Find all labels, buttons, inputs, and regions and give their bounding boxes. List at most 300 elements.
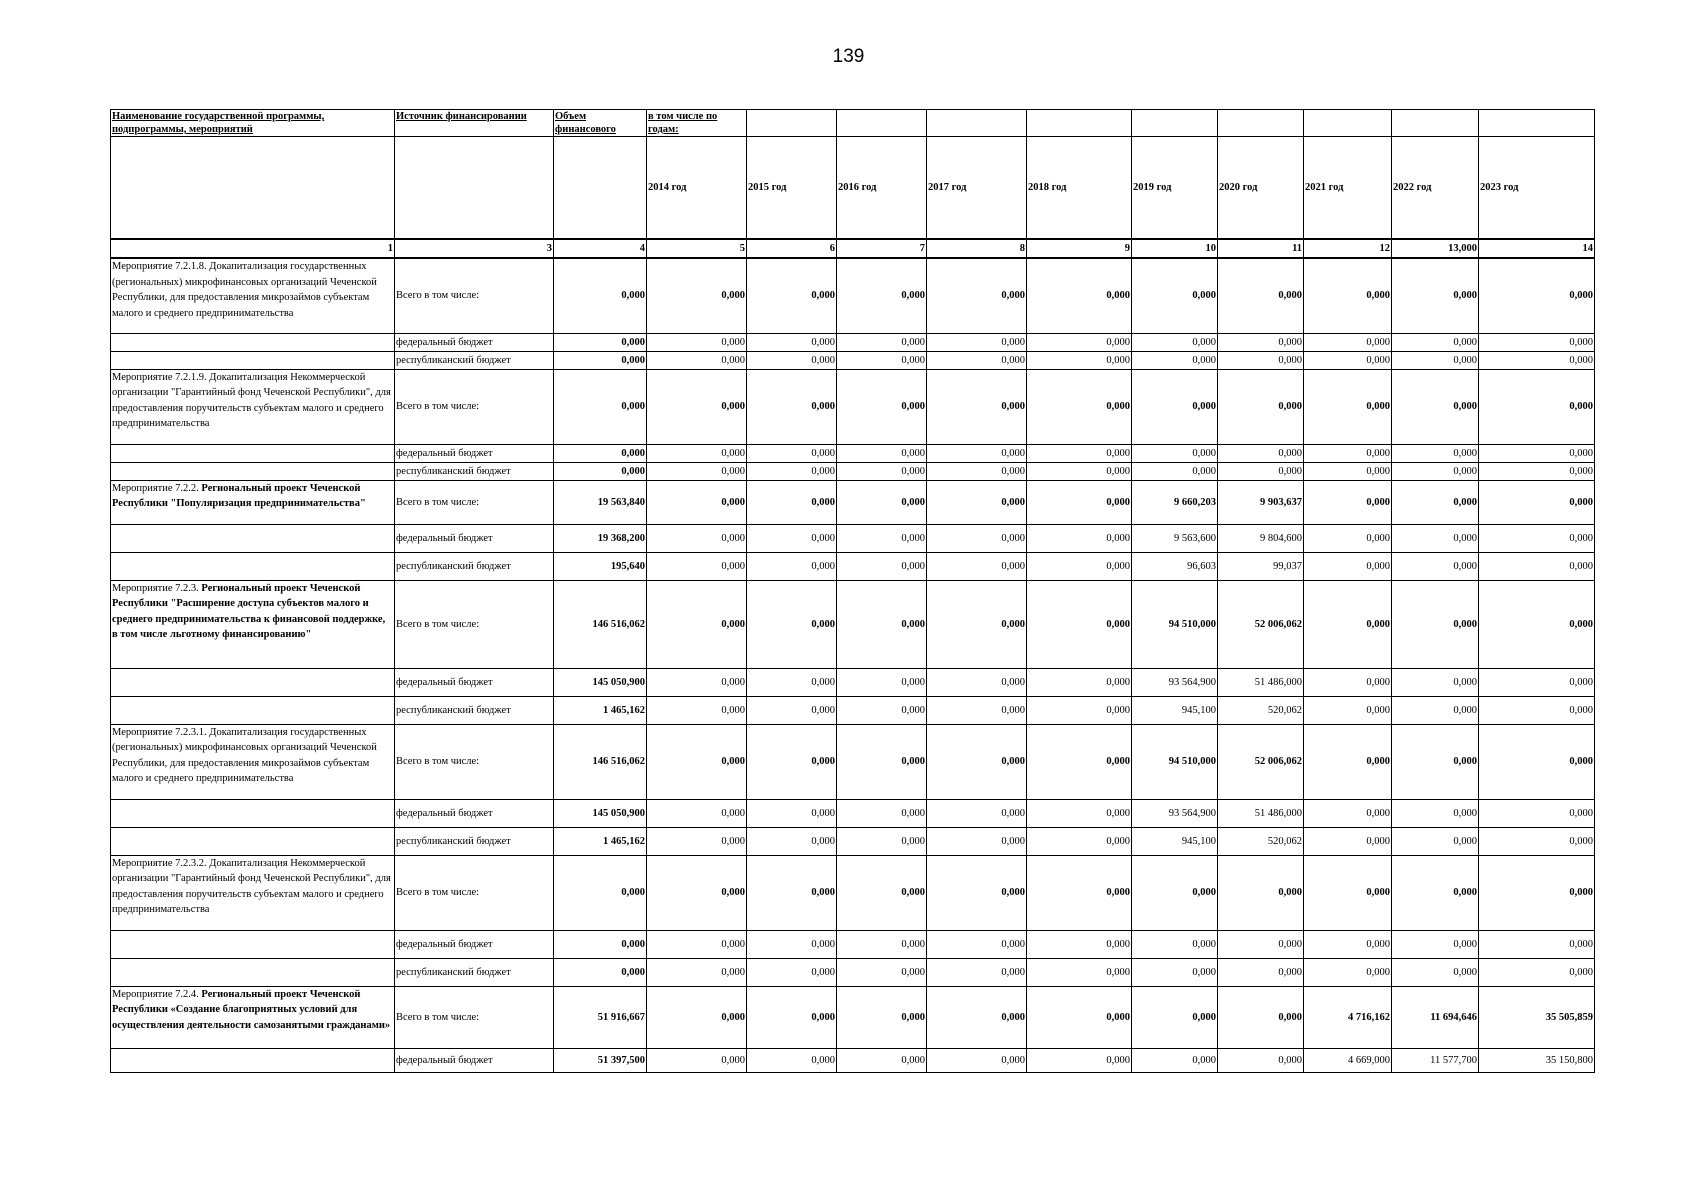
year-value: 0,000 bbox=[1304, 524, 1392, 552]
table-row bbox=[111, 724, 1595, 799]
table-row bbox=[111, 855, 1595, 930]
table-row bbox=[111, 369, 1595, 444]
year-value: 0,000 bbox=[927, 333, 1027, 351]
activity-name bbox=[111, 580, 395, 668]
year-value: 0,000 bbox=[1132, 1048, 1218, 1072]
funding-source: Всего в том числе: bbox=[395, 580, 554, 668]
funding-source: республиканский бюджет bbox=[395, 552, 554, 580]
activity-name bbox=[111, 799, 395, 827]
funding-source: федеральный бюджет bbox=[395, 1048, 554, 1072]
funding-source: федеральный бюджет bbox=[395, 333, 554, 351]
column-number: 6 bbox=[747, 239, 837, 258]
column-number: 11 bbox=[1218, 239, 1304, 258]
year-value: 0,000 bbox=[1479, 668, 1595, 696]
year-value: 0,000 bbox=[747, 1048, 837, 1072]
funding-source: Всего в том числе: bbox=[395, 369, 554, 444]
activity-name-bold: Региональный проект Чеченской Республики "Расширение доступа субъектов малого и среднего предпринимательства к финансовой поддержке, в том числе льготному финансированию" bbox=[112, 582, 386, 640]
total-volume: 146 516,062 bbox=[554, 724, 647, 799]
year-value: 0,000 bbox=[1304, 930, 1392, 958]
total-volume: 1 465,162 bbox=[554, 827, 647, 855]
header-name: Наименование государственной программы, подпрограммы, мероприятий bbox=[111, 110, 395, 137]
year-value: 0,000 bbox=[1304, 696, 1392, 724]
year-value: 0,000 bbox=[1392, 480, 1479, 524]
funding-source: республиканский бюджет bbox=[395, 827, 554, 855]
year-value: 51 486,000 bbox=[1218, 799, 1304, 827]
activity-name bbox=[111, 524, 395, 552]
year-value: 0,000 bbox=[1392, 258, 1479, 333]
year-value: 0,000 bbox=[1132, 462, 1218, 480]
year-value: 0,000 bbox=[747, 552, 837, 580]
year-value: 0,000 bbox=[837, 462, 927, 480]
year-value: 0,000 bbox=[1392, 827, 1479, 855]
table-row bbox=[111, 696, 1595, 724]
year-value: 0,000 bbox=[927, 799, 1027, 827]
year-value: 4 716,162 bbox=[1304, 986, 1392, 1048]
column-number: 8 bbox=[927, 239, 1027, 258]
year-value: 0,000 bbox=[927, 827, 1027, 855]
year-value: 0,000 bbox=[1027, 462, 1132, 480]
year-value: 93 564,900 bbox=[1132, 668, 1218, 696]
activity-name bbox=[111, 1048, 395, 1072]
activity-name bbox=[111, 930, 395, 958]
year-value: 520,062 bbox=[1218, 827, 1304, 855]
activity-name-text: Мероприятие 7.2.4. bbox=[112, 988, 202, 1000]
year-value: 0,000 bbox=[1304, 462, 1392, 480]
funding-source: федеральный бюджет bbox=[395, 799, 554, 827]
column-number: 10 bbox=[1132, 239, 1218, 258]
year-value: 96,603 bbox=[1132, 552, 1218, 580]
year-value: 0,000 bbox=[1392, 958, 1479, 986]
year-value: 0,000 bbox=[927, 462, 1027, 480]
year-value: 0,000 bbox=[747, 480, 837, 524]
total-volume: 0,000 bbox=[554, 369, 647, 444]
year-value: 0,000 bbox=[1132, 369, 1218, 444]
year-value: 0,000 bbox=[647, 258, 747, 333]
funding-source: Всего в том числе: bbox=[395, 724, 554, 799]
year-value: 11 694,646 bbox=[1392, 986, 1479, 1048]
year-value: 0,000 bbox=[1218, 1048, 1304, 1072]
year-value: 0,000 bbox=[1479, 444, 1595, 462]
year-header: 2017 год bbox=[927, 137, 1027, 240]
year-value: 0,000 bbox=[1218, 351, 1304, 369]
year-value: 0,000 bbox=[747, 668, 837, 696]
year-value: 0,000 bbox=[1132, 351, 1218, 369]
year-value: 0,000 bbox=[1218, 462, 1304, 480]
year-value: 0,000 bbox=[647, 799, 747, 827]
table-row bbox=[111, 258, 1595, 333]
year-value: 0,000 bbox=[927, 258, 1027, 333]
year-value: 0,000 bbox=[1218, 986, 1304, 1048]
year-value: 0,000 bbox=[1392, 724, 1479, 799]
year-value: 0,000 bbox=[1479, 696, 1595, 724]
table-row bbox=[111, 1048, 1595, 1072]
activity-name-text: Мероприятие 7.2.1.9. Докапитализация Некоммерческой организации "Гарантийный фонд Чеченской Республики", для предоставления поручительств субъектам малого и среднего предпринимательства bbox=[112, 371, 391, 429]
total-volume: 0,000 bbox=[554, 958, 647, 986]
year-value: 0,000 bbox=[1392, 580, 1479, 668]
year-value: 0,000 bbox=[927, 369, 1027, 444]
year-value: 0,000 bbox=[1027, 930, 1132, 958]
year-value: 0,000 bbox=[927, 930, 1027, 958]
year-value: 0,000 bbox=[1304, 799, 1392, 827]
year-value: 0,000 bbox=[1304, 724, 1392, 799]
year-value: 99,037 bbox=[1218, 552, 1304, 580]
year-value: 0,000 bbox=[647, 855, 747, 930]
year-value: 0,000 bbox=[1218, 258, 1304, 333]
year-value: 0,000 bbox=[647, 827, 747, 855]
funding-source: федеральный бюджет bbox=[395, 930, 554, 958]
year-value: 0,000 bbox=[927, 1048, 1027, 1072]
year-value: 0,000 bbox=[1027, 444, 1132, 462]
activity-name bbox=[111, 855, 395, 930]
year-value: 0,000 bbox=[747, 258, 837, 333]
funding-source: Всего в том числе: bbox=[395, 855, 554, 930]
year-value: 0,000 bbox=[747, 724, 837, 799]
total-volume: 0,000 bbox=[554, 462, 647, 480]
year-value: 0,000 bbox=[1027, 369, 1132, 444]
year-value: 0,000 bbox=[1392, 524, 1479, 552]
year-value: 0,000 bbox=[1132, 444, 1218, 462]
year-value: 0,000 bbox=[1479, 855, 1595, 930]
activity-name bbox=[111, 958, 395, 986]
column-number: 3 bbox=[395, 239, 554, 258]
year-value: 0,000 bbox=[747, 986, 837, 1048]
total-volume: 51 397,500 bbox=[554, 1048, 647, 1072]
year-value: 0,000 bbox=[1479, 799, 1595, 827]
table-row bbox=[111, 580, 1595, 668]
total-volume: 146 516,062 bbox=[554, 580, 647, 668]
activity-name bbox=[111, 668, 395, 696]
total-volume: 51 916,667 bbox=[554, 986, 647, 1048]
year-value: 0,000 bbox=[927, 351, 1027, 369]
year-value: 0,000 bbox=[927, 524, 1027, 552]
year-value: 93 564,900 bbox=[1132, 799, 1218, 827]
activity-name bbox=[111, 986, 395, 1048]
funding-source: республиканский бюджет bbox=[395, 351, 554, 369]
year-value: 0,000 bbox=[1392, 462, 1479, 480]
column-number: 5 bbox=[647, 239, 747, 258]
year-value: 0,000 bbox=[747, 958, 837, 986]
total-volume: 0,000 bbox=[554, 333, 647, 351]
header-volume: Объем финансового bbox=[554, 110, 647, 137]
year-header: 2015 год bbox=[747, 137, 837, 240]
year-value: 0,000 bbox=[647, 1048, 747, 1072]
year-value: 0,000 bbox=[1392, 930, 1479, 958]
year-value: 0,000 bbox=[1479, 333, 1595, 351]
year-value: 0,000 bbox=[1027, 524, 1132, 552]
total-volume: 0,000 bbox=[554, 444, 647, 462]
year-value: 11 577,700 bbox=[1392, 1048, 1479, 1072]
year-value: 0,000 bbox=[1027, 258, 1132, 333]
year-header: 2014 год bbox=[647, 137, 747, 240]
year-value: 0,000 bbox=[647, 462, 747, 480]
year-value: 94 510,000 bbox=[1132, 580, 1218, 668]
year-value: 0,000 bbox=[1027, 724, 1132, 799]
year-value: 52 006,062 bbox=[1218, 724, 1304, 799]
total-volume: 145 050,900 bbox=[554, 799, 647, 827]
year-value: 0,000 bbox=[647, 930, 747, 958]
year-value: 0,000 bbox=[927, 480, 1027, 524]
year-value: 0,000 bbox=[1304, 958, 1392, 986]
year-value: 0,000 bbox=[1304, 258, 1392, 333]
activity-name-text: Мероприятие 7.2.1.8. Докапитализация государственных (региональных) микрофинансовых организаций Чеченской Республики, для предоставления микрозаймов субъектам малого и среднего предпринимательства bbox=[112, 261, 377, 319]
year-value: 0,000 bbox=[837, 480, 927, 524]
year-value: 0,000 bbox=[647, 351, 747, 369]
year-value: 35 150,800 bbox=[1479, 1048, 1595, 1072]
year-value: 0,000 bbox=[1027, 351, 1132, 369]
page-number: 139 bbox=[832, 46, 865, 67]
year-value: 0,000 bbox=[1479, 480, 1595, 524]
year-header: 2018 год bbox=[1027, 137, 1132, 240]
activity-name-text: Мероприятие 7.2.3.2. Докапитализация Некоммерческой организации "Гарантийный фонд Чеченской Республики", для предоставления поручительств субъектам малого и среднего предпринимательства bbox=[112, 857, 391, 915]
year-value: 0,000 bbox=[1479, 552, 1595, 580]
year-value: 0,000 bbox=[647, 986, 747, 1048]
total-volume: 145 050,900 bbox=[554, 668, 647, 696]
year-value: 0,000 bbox=[747, 462, 837, 480]
year-value: 0,000 bbox=[837, 258, 927, 333]
year-value: 0,000 bbox=[1027, 552, 1132, 580]
activity-name bbox=[111, 444, 395, 462]
year-value: 0,000 bbox=[837, 827, 927, 855]
year-value: 0,000 bbox=[837, 524, 927, 552]
table-row bbox=[111, 462, 1595, 480]
total-volume: 0,000 bbox=[554, 855, 647, 930]
header-years-group: в том числе по годам: bbox=[647, 110, 747, 137]
year-header: 2021 год bbox=[1304, 137, 1392, 240]
year-value: 0,000 bbox=[1479, 369, 1595, 444]
year-value: 0,000 bbox=[1027, 827, 1132, 855]
year-value: 9 804,600 bbox=[1218, 524, 1304, 552]
activity-name-text: Мероприятие 7.2.3.1. Докапитализация государственных (региональных) микрофинансовых организаций Чеченской Республики, для предоставления микрозаймов субъектам малого и среднего предпринимательства bbox=[112, 726, 377, 784]
table-row bbox=[111, 444, 1595, 462]
funding-source: Всего в том числе: bbox=[395, 480, 554, 524]
year-value: 0,000 bbox=[1304, 351, 1392, 369]
total-volume: 19 368,200 bbox=[554, 524, 647, 552]
year-value: 0,000 bbox=[1304, 552, 1392, 580]
activity-name-bold: Региональный проект Чеченской Республики "Популяризация предпринимательства" bbox=[112, 482, 366, 509]
year-value: 0,000 bbox=[747, 827, 837, 855]
year-value: 0,000 bbox=[837, 369, 927, 444]
year-value: 0,000 bbox=[647, 668, 747, 696]
year-value: 0,000 bbox=[647, 724, 747, 799]
year-value: 0,000 bbox=[1132, 333, 1218, 351]
year-value: 0,000 bbox=[647, 333, 747, 351]
year-value: 0,000 bbox=[1132, 258, 1218, 333]
year-value: 0,000 bbox=[927, 724, 1027, 799]
column-number: 1 bbox=[111, 239, 395, 258]
year-value: 0,000 bbox=[1218, 333, 1304, 351]
funding-source: федеральный бюджет bbox=[395, 444, 554, 462]
year-value: 0,000 bbox=[747, 855, 837, 930]
year-value: 0,000 bbox=[647, 958, 747, 986]
total-volume: 0,000 bbox=[554, 351, 647, 369]
activity-name bbox=[111, 552, 395, 580]
year-value: 0,000 bbox=[1304, 580, 1392, 668]
year-value: 0,000 bbox=[1392, 351, 1479, 369]
year-value: 9 903,637 bbox=[1218, 480, 1304, 524]
year-value: 0,000 bbox=[1132, 855, 1218, 930]
year-value: 0,000 bbox=[747, 696, 837, 724]
year-value: 4 669,000 bbox=[1304, 1048, 1392, 1072]
funding-source: федеральный бюджет bbox=[395, 524, 554, 552]
year-value: 0,000 bbox=[647, 580, 747, 668]
year-value: 0,000 bbox=[1218, 444, 1304, 462]
year-value: 9 563,600 bbox=[1132, 524, 1218, 552]
year-value: 0,000 bbox=[837, 696, 927, 724]
column-number: 12 bbox=[1304, 239, 1392, 258]
year-value: 0,000 bbox=[1479, 524, 1595, 552]
year-value: 0,000 bbox=[1304, 480, 1392, 524]
column-number: 14 bbox=[1479, 239, 1595, 258]
table-row bbox=[111, 986, 1595, 1048]
year-value: 0,000 bbox=[1392, 369, 1479, 444]
year-value: 0,000 bbox=[1218, 958, 1304, 986]
year-value: 0,000 bbox=[747, 369, 837, 444]
year-value: 0,000 bbox=[837, 855, 927, 930]
year-value: 0,000 bbox=[647, 480, 747, 524]
activity-name bbox=[111, 827, 395, 855]
activity-name-text: Мероприятие 7.2.3. bbox=[112, 582, 202, 594]
year-value: 0,000 bbox=[747, 444, 837, 462]
year-value: 0,000 bbox=[1479, 724, 1595, 799]
year-header: 2023 год bbox=[1479, 137, 1595, 240]
year-value: 0,000 bbox=[747, 580, 837, 668]
activity-name bbox=[111, 696, 395, 724]
year-value: 0,000 bbox=[1132, 930, 1218, 958]
year-value: 0,000 bbox=[1027, 333, 1132, 351]
table-row bbox=[111, 827, 1595, 855]
year-value: 0,000 bbox=[1304, 855, 1392, 930]
year-value: 0,000 bbox=[1479, 258, 1595, 333]
year-value: 0,000 bbox=[1392, 799, 1479, 827]
activity-name bbox=[111, 258, 395, 333]
year-value: 0,000 bbox=[1218, 855, 1304, 930]
year-value: 51 486,000 bbox=[1218, 668, 1304, 696]
year-value: 0,000 bbox=[1027, 1048, 1132, 1072]
table-row bbox=[111, 958, 1595, 986]
year-value: 0,000 bbox=[837, 580, 927, 668]
year-value: 0,000 bbox=[1479, 958, 1595, 986]
year-value: 0,000 bbox=[1304, 668, 1392, 696]
year-value: 0,000 bbox=[927, 668, 1027, 696]
year-value: 0,000 bbox=[837, 930, 927, 958]
column-number: 7 bbox=[837, 239, 927, 258]
total-volume: 195,640 bbox=[554, 552, 647, 580]
total-volume: 1 465,162 bbox=[554, 696, 647, 724]
year-value: 0,000 bbox=[1479, 930, 1595, 958]
activity-name bbox=[111, 333, 395, 351]
year-value: 0,000 bbox=[1027, 958, 1132, 986]
year-value: 52 006,062 bbox=[1218, 580, 1304, 668]
table-row bbox=[111, 351, 1595, 369]
year-value: 0,000 bbox=[647, 552, 747, 580]
year-value: 0,000 bbox=[1392, 444, 1479, 462]
year-value: 0,000 bbox=[1027, 855, 1132, 930]
year-value: 0,000 bbox=[927, 552, 1027, 580]
year-value: 945,100 bbox=[1132, 827, 1218, 855]
year-value: 0,000 bbox=[837, 351, 927, 369]
year-value: 0,000 bbox=[747, 351, 837, 369]
year-value: 0,000 bbox=[1304, 333, 1392, 351]
year-value: 0,000 bbox=[1392, 552, 1479, 580]
year-value: 0,000 bbox=[837, 668, 927, 696]
year-header: 2022 год bbox=[1392, 137, 1479, 240]
funding-source: республиканский бюджет bbox=[395, 958, 554, 986]
year-value: 0,000 bbox=[1392, 855, 1479, 930]
year-value: 0,000 bbox=[1304, 827, 1392, 855]
total-volume: 19 563,840 bbox=[554, 480, 647, 524]
year-value: 0,000 bbox=[747, 524, 837, 552]
year-value: 0,000 bbox=[1132, 986, 1218, 1048]
year-value: 0,000 bbox=[837, 724, 927, 799]
table-row bbox=[111, 668, 1595, 696]
year-value: 0,000 bbox=[1479, 580, 1595, 668]
year-value: 0,000 bbox=[1479, 351, 1595, 369]
funding-source: федеральный бюджет bbox=[395, 668, 554, 696]
year-value: 0,000 bbox=[837, 444, 927, 462]
year-value: 0,000 bbox=[647, 524, 747, 552]
table-row bbox=[111, 480, 1595, 524]
funding-source: Всего в том числе: bbox=[395, 986, 554, 1048]
year-value: 0,000 bbox=[1392, 333, 1479, 351]
activity-name bbox=[111, 724, 395, 799]
year-value: 0,000 bbox=[837, 799, 927, 827]
year-value: 0,000 bbox=[1027, 668, 1132, 696]
table-row bbox=[111, 524, 1595, 552]
table-row bbox=[111, 930, 1595, 958]
funding-source: Всего в том числе: bbox=[395, 258, 554, 333]
year-value: 0,000 bbox=[647, 696, 747, 724]
year-value: 0,000 bbox=[1218, 369, 1304, 444]
year-value: 0,000 bbox=[647, 369, 747, 444]
year-value: 0,000 bbox=[1392, 668, 1479, 696]
total-volume: 0,000 bbox=[554, 258, 647, 333]
year-value: 0,000 bbox=[1027, 986, 1132, 1048]
activity-name-text: Мероприятие 7.2.2. bbox=[112, 482, 202, 494]
year-value: 0,000 bbox=[927, 444, 1027, 462]
year-value: 0,000 bbox=[837, 333, 927, 351]
year-value: 0,000 bbox=[1304, 369, 1392, 444]
year-value: 35 505,859 bbox=[1479, 986, 1595, 1048]
year-value: 0,000 bbox=[1027, 696, 1132, 724]
table-row bbox=[111, 552, 1595, 580]
year-value: 0,000 bbox=[1479, 827, 1595, 855]
year-value: 0,000 bbox=[1027, 799, 1132, 827]
year-value: 0,000 bbox=[647, 444, 747, 462]
column-number: 13,000 bbox=[1392, 239, 1479, 258]
year-value: 0,000 bbox=[747, 930, 837, 958]
year-value: 0,000 bbox=[1027, 480, 1132, 524]
column-number: 4 bbox=[554, 239, 647, 258]
activity-name bbox=[111, 369, 395, 444]
year-value: 0,000 bbox=[837, 552, 927, 580]
year-value: 945,100 bbox=[1132, 696, 1218, 724]
year-value: 0,000 bbox=[747, 799, 837, 827]
year-value: 0,000 bbox=[1218, 930, 1304, 958]
year-value: 0,000 bbox=[837, 958, 927, 986]
year-value: 520,062 bbox=[1218, 696, 1304, 724]
budget-table bbox=[110, 109, 1595, 1073]
year-value: 0,000 bbox=[1132, 958, 1218, 986]
year-value: 0,000 bbox=[927, 696, 1027, 724]
activity-name bbox=[111, 480, 395, 524]
activity-name bbox=[111, 351, 395, 369]
year-value: 9 660,203 bbox=[1132, 480, 1218, 524]
funding-source: республиканский бюджет bbox=[395, 696, 554, 724]
funding-source: республиканский бюджет bbox=[395, 462, 554, 480]
year-value: 0,000 bbox=[927, 580, 1027, 668]
year-value: 0,000 bbox=[837, 986, 927, 1048]
year-value: 0,000 bbox=[1304, 444, 1392, 462]
